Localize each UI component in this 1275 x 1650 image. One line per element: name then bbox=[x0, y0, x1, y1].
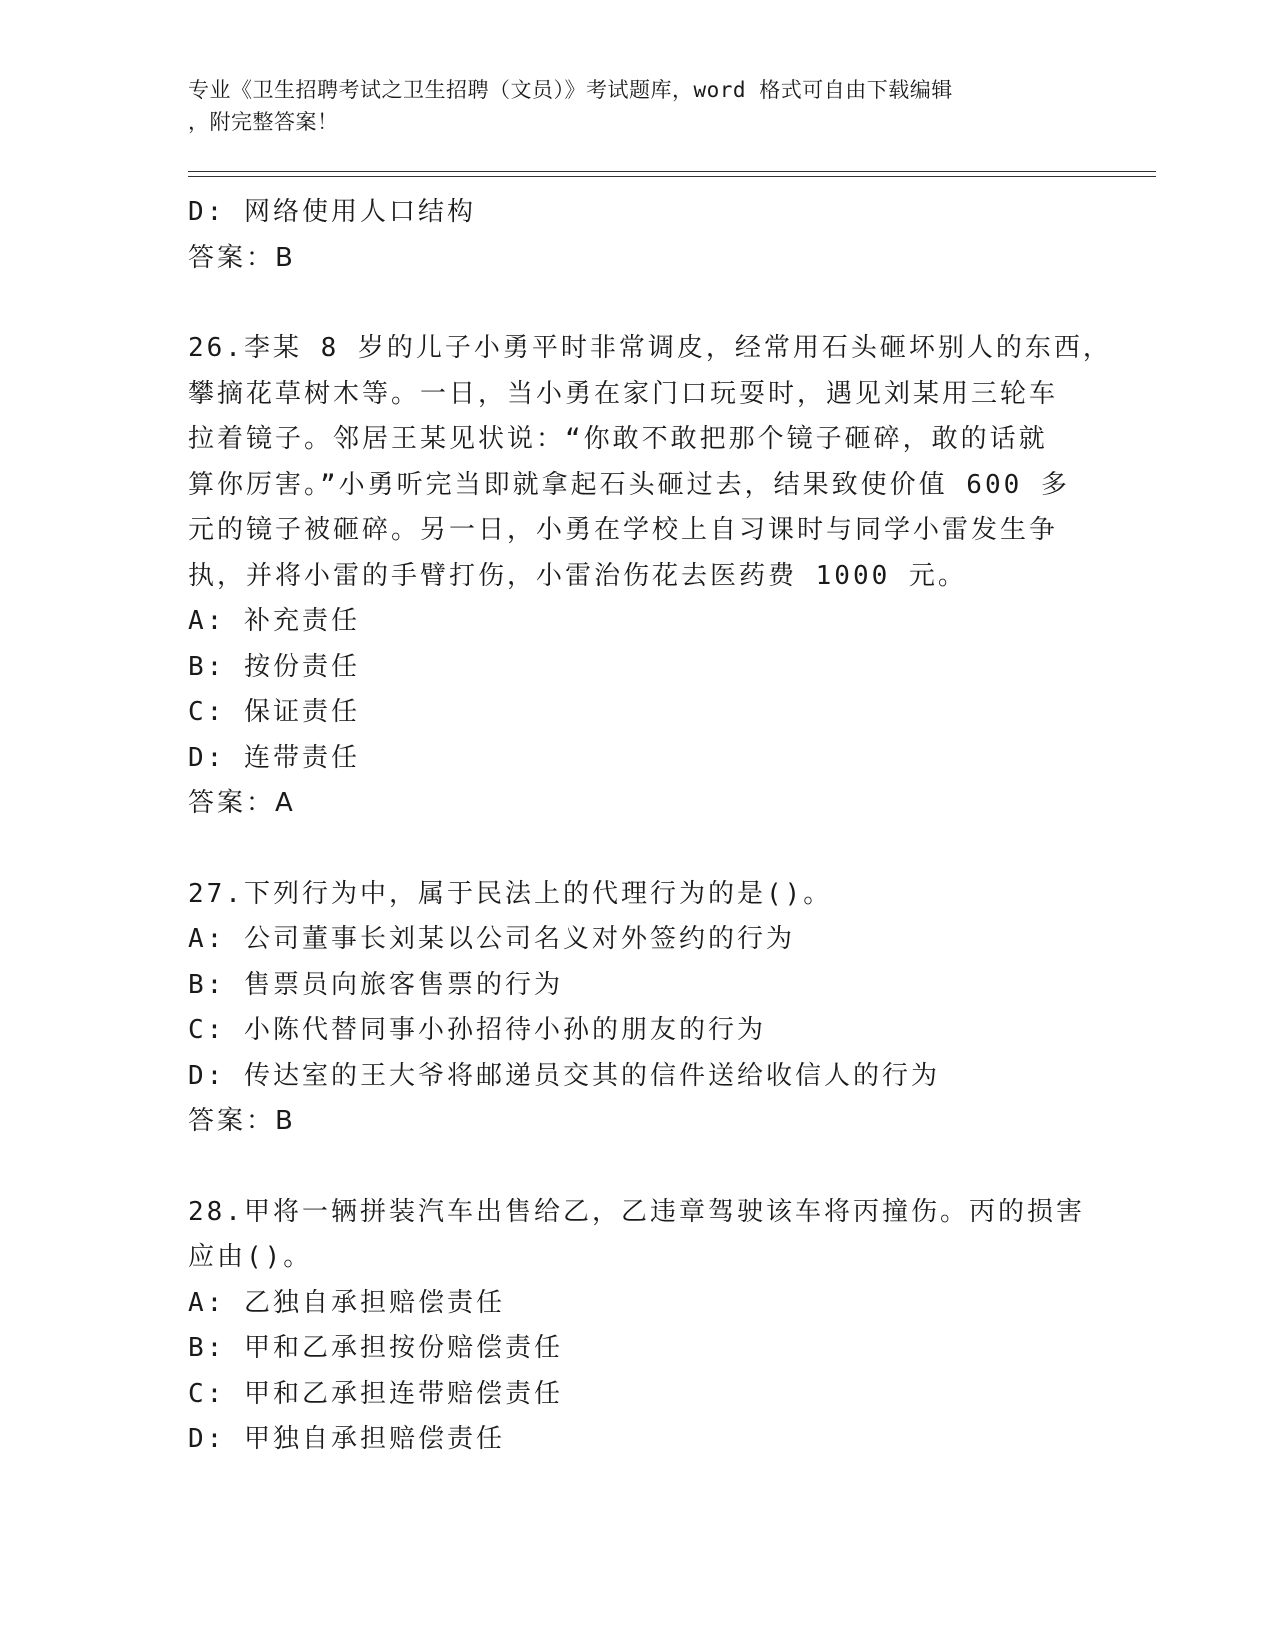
option-d: D: 连带责任 bbox=[188, 742, 360, 773]
option-c: C: 甲和乙承担连带赔偿责任 bbox=[188, 1378, 563, 1409]
question-25-fragment bbox=[188, 190, 1088, 281]
question-text-line: 执，并将小雷的手臂打伤，小雷治伤花去医药费 1000 元。 bbox=[188, 560, 967, 591]
question-text-line: 28.甲将一辆拼装汽车出售给乙，乙违章驾驶该车将丙撞伤。丙的损害 bbox=[188, 1196, 1085, 1227]
option-c: C: 保证责任 bbox=[188, 697, 360, 727]
question-text-line: 27.下列行为中，属于民法上的代理行为的是()。 bbox=[188, 878, 833, 909]
option-d: D: 网络使用人口结构 bbox=[188, 197, 476, 227]
answer: 答案：B bbox=[188, 1106, 296, 1136]
question-text-line: 算你厉害。”小勇听完当即就拿起石头砸过去，结果致使价值 600 多 bbox=[188, 469, 1070, 500]
question-26 bbox=[188, 326, 1112, 827]
option-d: D: 传达室的王大爷将邮递员交其的信件送给收信人的行为 bbox=[188, 1060, 940, 1091]
option-c: C: 小陈代替同事小孙招待小孙的朋友的行为 bbox=[188, 1015, 766, 1045]
option-a: A: 乙独自承担赔偿责任 bbox=[188, 1287, 505, 1318]
question-text-line: 攀摘花草树木等。一日，当小勇在家门口玩耍时，遇见刘某用三轮车 bbox=[188, 378, 1059, 409]
question-text-line: 26.李某 8 岁的儿子小勇平时非常调皮，经常用石头砸坏别人的东西， bbox=[188, 333, 1112, 363]
header-line-2: ，附完整答案！ bbox=[188, 110, 339, 134]
option-a: A: 公司董事长刘某以公司名义对外签约的行为 bbox=[188, 924, 795, 954]
question-27 bbox=[188, 872, 1088, 1145]
header-rule-bottom bbox=[188, 176, 1156, 177]
option-d: D: 甲独自承担赔偿责任 bbox=[188, 1424, 505, 1454]
option-b: B: 甲和乙承担按份赔偿责任 bbox=[188, 1333, 563, 1363]
question-text-line: 元的镜子被砸碎。另一日，小勇在学校上自习课时与同学小雷发生争 bbox=[188, 515, 1059, 545]
answer: 答案：A bbox=[188, 788, 296, 818]
header-rule-top bbox=[188, 171, 1156, 172]
option-a: A: 补充责任 bbox=[188, 606, 360, 636]
question-text-line: 应由()。 bbox=[188, 1242, 313, 1272]
option-b: B: 按份责任 bbox=[188, 651, 360, 682]
answer: 答案：B bbox=[188, 242, 296, 273]
question-text-line: 拉着镜子。邻居王某见状说：“你敢不敢把那个镜子砸碎，敢的话就 bbox=[188, 424, 1048, 454]
question-28 bbox=[188, 1190, 1088, 1463]
page-header bbox=[188, 74, 1068, 138]
option-b: B: 售票员向旅客售票的行为 bbox=[188, 969, 563, 1000]
header-line-1: 专业《卫生招聘考试之卫生招聘（文员）》考试题库，word 格式可自由下载编辑 bbox=[188, 78, 953, 102]
question-content bbox=[188, 190, 1112, 1463]
